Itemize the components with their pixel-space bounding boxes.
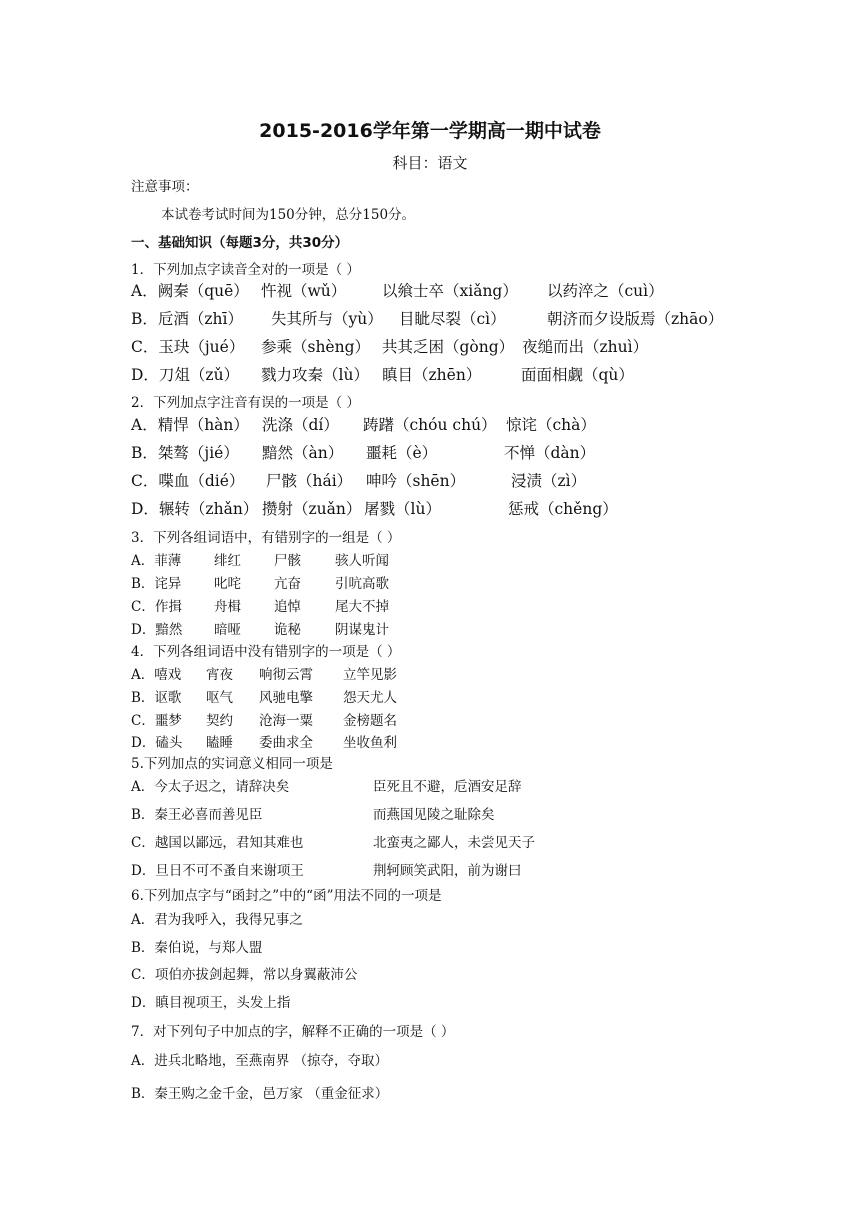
- q6-option-d: D．瞋目视项王，头发上指: [131, 995, 291, 1011]
- question-2-stem: 2．下列加点字注音有误的一项是（ ）: [131, 395, 360, 411]
- question-7-stem: 7．对下列句子中加点的字，解释不正确的一项是（ ）: [131, 1024, 455, 1040]
- q7-option-a: A．进兵北略地，至燕南界 （掠夺，夺取）: [131, 1053, 389, 1069]
- question-3-stem: 3．下列各组词语中，有错别字的一组是（ ）: [131, 530, 401, 546]
- question-1-stem: 1．下列加点字读音全对的一项是（ ）: [131, 262, 360, 278]
- notice-text: 本试卷考试时间为150分钟，总分150分。: [161, 207, 416, 223]
- exam-title: 2015-2016学年第一学期高一期中试卷: [259, 120, 601, 142]
- q6-option-c: C．项伯亦拔剑起舞，常以身翼蔽沛公: [131, 967, 358, 983]
- question-6-stem: 6.下列加点字与“函封之”中的“函”用法不同的一项是: [131, 888, 442, 904]
- subject-line: 科目：语文: [392, 154, 468, 172]
- q6-option-a: A．君为我呼入，我得兄事之: [131, 912, 303, 928]
- exam-page: 2015-2016学年第一学期高一期中试卷 科目：语文 注意事项： 本试卷考试时间为150分钟，总分150分。 一、基础知识（每题3分，共30分） 1．下列加点字读音全对的一项是（ ） A．阙秦（quē） 忤视（wǔ） 以飨士卒（xiǎng） 以药淬之（cuì） B．卮酒（zhī） 失其所与（yù） 目眦尽裂（cì） 朝济而夕设版焉（zhāo） C．玉玦（jué） 参乘（shèng） 共其乏困（gòng） 夜缒而出（zhuì） D．刀俎（zǔ） 戮力攻秦（lù） 瞋目（zhēn） 面面相觑（qù） 2．下列加点字注音有误的一项是（ ） A．精悍（hàn） 洗涤（dí） 踌躇（chóu chú） 惊诧（chà） B．桀骜（jié） 黯然（àn） 噩耗（è） 不惮（dàn） C．喋血（dié） 尸骸（hái） 呻吟（shēn） 浸渍（zì） D．辗转（zhǎn） 攒射（zuǎn） 屠戮（lù） 惩戒（chěng） 3．下列各组词语中，有错别字的一组是（ ） A．菲薄 绯红 尸骸 骇人听闻 B．诧异 叱咤 亢奋 引吭高歌 C．作揖 舟楫 追悼 尾大不掉 D．黯然 暗哑 诡秘 阴谋鬼计 4．下列各组词语中没有错别字的一项是（ ） A．嘻戏 宵夜 响彻云霄 立竿见影 B．讴歌 呕气 风驰电擎 怨天尤人 C．噩梦 契约 沧海一粟 金榜题名 D．磕头 瞌睡 委曲求全 坐收鱼利 5.下列加点的实词意义相同一项是 A．今太子迟之，请辞决矣 臣死且不避，卮酒安足辞 B．秦王必喜而善见臣 而燕国见陵之耻除矣 C．越国以鄙远，君知其难也 北蛮夷之鄙人，未尝见天子 D．旦日不可不蚤自来谢项王 荆轲顾笑武阳，前为谢曰 6.下列加点字与“函封之”中的“函”用法不同的一项是 A．君为我呼入，我得兄事之 B．秦伯说，与郑人盟 C．项伯亦拔剑起舞，常以身翼蔽沛公 D．瞋目视项王，头发上指 7．对下列句子中加点的字，解释不正确的一项是（ ） A．进兵北略地，至燕南界 （掠夺，夺取） B．秦王购之金千金，邑万家 （重金征求）: [0, 0, 860, 1216]
- question-5-stem: 5.下列加点的实词意义相同一项是: [131, 756, 333, 772]
- question-4-stem: 4．下列各组词语中没有错别字的一项是（ ）: [131, 644, 401, 660]
- section-heading: 一、基础知识（每题3分，共30分）: [131, 235, 349, 251]
- notice-heading: 注意事项：: [131, 179, 199, 195]
- q6-option-b: B．秦伯说，与郑人盟: [131, 940, 263, 956]
- q7-option-b: B．秦王购之金千金，邑万家 （重金征求）: [131, 1086, 389, 1102]
